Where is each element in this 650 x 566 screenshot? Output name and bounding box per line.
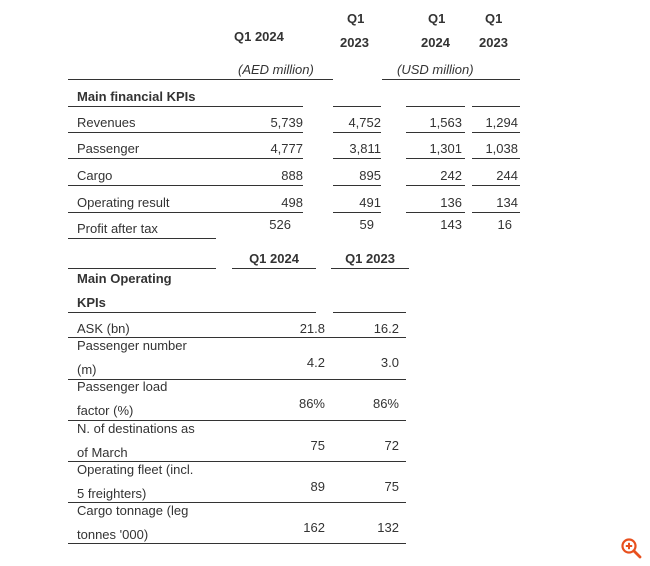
row-divider — [216, 502, 333, 503]
row-label: Revenues — [77, 115, 136, 130]
unit-usd-label: (USD million) — [397, 62, 474, 77]
cell-q1-2023: 72 — [384, 438, 399, 453]
zoom-in-icon[interactable] — [620, 537, 642, 559]
cell-q1-2024: 162 — [303, 520, 325, 535]
cell-q1-2023-aed: 491 — [359, 195, 381, 210]
col-header-q1-2023-aed-line2: 2023 — [340, 35, 369, 50]
row-divider — [472, 185, 520, 186]
row-divider — [472, 212, 520, 213]
row-label: Cargo tonnage (leg — [77, 503, 189, 518]
row-divider — [472, 132, 520, 133]
row-divider — [68, 158, 216, 159]
row-divider — [68, 106, 216, 107]
row-divider — [333, 312, 406, 313]
row-label: Operating result — [77, 195, 170, 210]
row-divider — [406, 185, 465, 186]
cell-q1-2023: 3.0 — [380, 355, 399, 370]
row-divider — [232, 268, 316, 269]
row-divider — [68, 312, 216, 313]
row-divider — [216, 420, 333, 421]
row-divider — [406, 132, 465, 133]
row-divider — [216, 461, 333, 462]
row-divider — [68, 132, 216, 133]
row-divider — [68, 212, 216, 213]
row-label: Passenger load — [77, 379, 168, 394]
row-divider — [406, 106, 465, 107]
row-label: Operating fleet (incl. — [77, 462, 194, 477]
cell-q1-2024: 89 — [310, 479, 325, 494]
cell-q1-2023-aed: 3,811 — [349, 141, 381, 156]
row-divider — [216, 158, 303, 159]
unit-aed-label: (AED million) — [238, 62, 314, 77]
cell-q1-2024: 21.8 — [299, 321, 325, 336]
row-divider — [472, 158, 520, 159]
cell-q1-2023: 75 — [384, 479, 399, 494]
row-label-line2: (m) — [77, 362, 97, 377]
row-divider — [333, 502, 406, 503]
col-header-q1-2024-aed: Q1 2024 — [234, 29, 284, 44]
row-label: Profit after tax — [77, 221, 158, 236]
header-divider-aed — [68, 79, 333, 80]
row-divider — [333, 420, 406, 421]
col-header-q1-2023: Q1 2023 — [345, 251, 395, 266]
cell-q1-2023: 132 — [377, 520, 399, 535]
row-divider — [333, 132, 381, 133]
cell-q1-2023-usd: 1,294 — [485, 115, 518, 130]
row-divider — [333, 379, 406, 380]
row-divider — [333, 106, 381, 107]
cell-q1-2024-aed: 498 — [281, 195, 303, 210]
row-label: Passenger — [77, 141, 140, 156]
section-title-financial: Main financial KPIs — [77, 89, 196, 104]
row-label-line2: 5 freighters) — [77, 486, 147, 501]
row-divider — [331, 268, 409, 269]
row-divider — [333, 337, 406, 338]
cell-q1-2023: 86% — [372, 396, 399, 411]
row-divider — [68, 238, 216, 239]
cell-q1-2023-usd: 16 — [497, 217, 512, 232]
row-divider — [216, 185, 303, 186]
section-title-operating: Main Operating — [77, 271, 172, 286]
cell-q1-2023-usd: 1,038 — [485, 141, 518, 156]
col-header-q1-2024: Q1 2024 — [249, 251, 299, 266]
row-divider — [333, 158, 381, 159]
row-divider — [216, 312, 316, 313]
row-label-line2: factor (%) — [77, 403, 134, 418]
cell-q1-2024-aed: 4,777 — [270, 141, 303, 156]
row-divider — [472, 106, 520, 107]
header-divider-usd — [382, 79, 520, 80]
row-divider — [68, 268, 216, 269]
cell-q1-2024: 4.2 — [306, 355, 325, 370]
row-divider — [333, 461, 406, 462]
col-header-q1-2023-usd-line2: 2023 — [479, 35, 508, 50]
row-divider — [406, 158, 465, 159]
cell-q1-2023-usd: 244 — [496, 168, 518, 183]
row-divider — [406, 212, 465, 213]
col-header-q1-2023-aed-line1: Q1 — [347, 11, 365, 26]
row-label-line2: of March — [77, 445, 128, 460]
row-divider — [68, 185, 216, 186]
row-divider — [333, 212, 381, 213]
cell-q1-2023: 16.2 — [373, 321, 399, 336]
row-label: N. of destinations as — [77, 421, 195, 436]
row-divider — [216, 212, 303, 213]
row-divider — [333, 543, 406, 544]
row-label-line2: tonnes '000) — [77, 527, 149, 542]
row-divider — [216, 337, 333, 338]
row-divider — [333, 185, 381, 186]
row-divider — [216, 379, 333, 380]
col-header-q1-2023-usd-line1: Q1 — [485, 11, 503, 26]
cell-q1-2023-aed: 59 — [359, 217, 374, 232]
cell-q1-2024-usd: 1,563 — [429, 115, 462, 130]
cell-q1-2024-aed: 888 — [281, 168, 303, 183]
section-title-operating-line2: KPIs — [77, 295, 106, 310]
cell-q1-2024-usd: 143 — [440, 217, 462, 232]
row-divider — [216, 132, 303, 133]
col-header-q1-2024-usd-line1: Q1 — [428, 11, 446, 26]
cell-q1-2024: 75 — [310, 438, 325, 453]
row-divider — [216, 543, 333, 544]
cell-q1-2024-aed: 526 — [269, 217, 291, 232]
cell-q1-2024-usd: 242 — [440, 168, 462, 183]
cell-q1-2024-usd: 136 — [440, 195, 462, 210]
cell-q1-2024: 86% — [298, 396, 325, 411]
cell-q1-2023-usd: 134 — [496, 195, 518, 210]
cell-q1-2024-usd: 1,301 — [429, 141, 462, 156]
cell-q1-2023-aed: 4,752 — [348, 115, 381, 130]
col-header-q1-2024-usd-line2: 2024 — [421, 35, 450, 50]
cell-q1-2023-aed: 895 — [359, 168, 381, 183]
zoom-in-button[interactable] — [620, 537, 642, 559]
row-divider — [68, 543, 216, 544]
cell-q1-2024-aed: 5,739 — [270, 115, 303, 130]
row-label: Passenger number — [77, 338, 187, 353]
row-label: ASK (bn) — [77, 321, 130, 336]
row-divider — [216, 106, 303, 107]
row-label: Cargo — [77, 168, 113, 183]
